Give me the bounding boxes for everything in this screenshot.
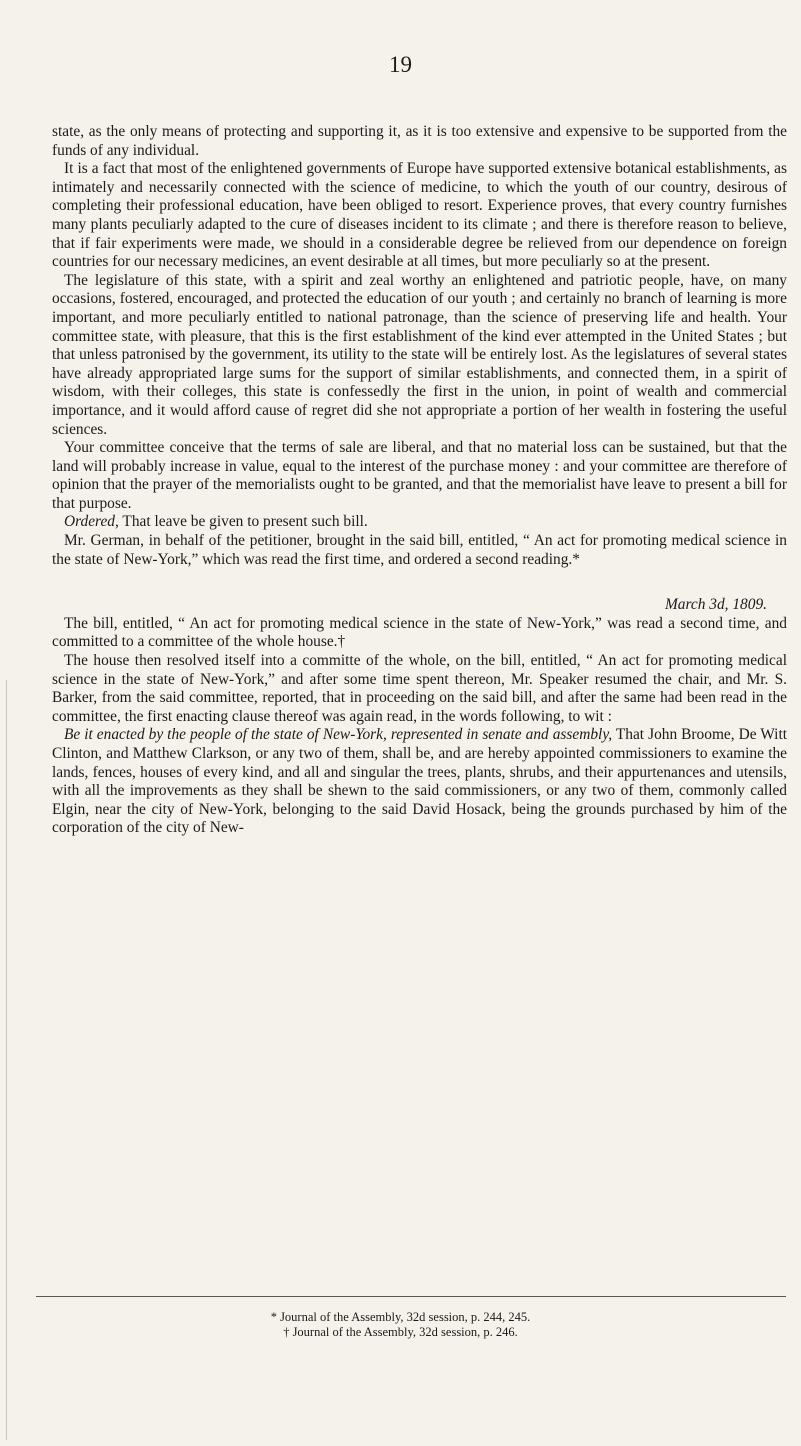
paragraph-2: It is a fact that most of the enlightened governments of Europe have supported extensive botanical establishments, as intimately and necessarily connected with the science of medicine, to which the youth of our country, desirous of completing their professional education, have been obliged to resort. Experience proves, that every country furnishes many plants peculiarly adapted to the cure of diseases incident to its climate ; and there is therefore reason to believe, that if fair experiments were made, we should in a considerable degree be relieved from our dependence on foreign countries for our necessary medicines, an event desirable at all times, but more peculiarly so at the present. bbox=[52, 160, 787, 271]
page-edge-shadow bbox=[0, 680, 7, 1440]
enacting-lead: Be it enacted by the people of the state of New-York, represented in senate and assembly, bbox=[64, 726, 613, 744]
ordered-label: Ordered, bbox=[64, 513, 119, 531]
footnote-2: † Journal of the Assembly, 32d session, p. 246. bbox=[283, 1325, 518, 1339]
ordered-paragraph bbox=[52, 513, 787, 532]
committee-paragraph: The house then resolved itself into a committe of the whole, on the bill, entitled, “ An act for promoting medical science in the state of New-York,” and after some time spent thereon, Mr. Speaker resumed the chair, and Mr. S. Barker, from the said committee, reported, that in proceeding on the said bill, and after the same had been read in the committee, the first enacting clause thereof was again read, in the words following, to wit : bbox=[52, 652, 787, 725]
ordered-text: That leave be given to present such bill. bbox=[118, 513, 368, 531]
footnote-rule bbox=[36, 1296, 786, 1297]
enacting-paragraph bbox=[52, 726, 787, 838]
paragraph-4: Your committee conceive that the terms of sale are liberal, and that no material loss can be sustained, but that the land will probably increase in value, equal to the interest of the purchase money : and your committee are therefore of opinion that the prayer of the memorialists ought to be granted, and that the memorialist have leave to present a bill for that purpose. bbox=[52, 439, 787, 512]
body-text bbox=[52, 123, 787, 838]
page-number: 19 bbox=[389, 52, 412, 77]
second-reading-paragraph: The bill, entitled, “ An act for promoting medical science in the state of New-York,” was read a second time, and committed to a committee of the whole house.† bbox=[52, 614, 787, 651]
enacting-text: That John Broome, De Witt Clinton, and Matthew Clarkson, or any two of them, shall be, and are hereby appointed commissioners to examine the lands, fences, houses of every kind, and all and singular the trees, plants, shrubs, and their appurtenances and utensils, with all the improvements as they shall be shewn to the said commissioners, or any two of them, commonly called Elgin, near the city of New-York, belonging to the said David Hosack, being the grounds purchased by him of the corporation of the city of New- bbox=[52, 726, 788, 837]
footnote-1: * Journal of the Assembly, 32d session, p. 244, 245. bbox=[270, 1310, 531, 1324]
paragraph-1: state, as the only means of protecting and supporting it, as it is too extensive and expensive to be supported from the funds of any individual. bbox=[52, 123, 787, 159]
footnotes bbox=[0, 1310, 801, 1340]
german-paragraph: Mr. German, in behalf of the petitioner, brought in the said bill, entitled, “ An act for promoting medical science in the state of New-York,” which was read the first time, and ordered a second reading.* bbox=[52, 532, 787, 568]
paragraph-3: The legislature of this state, with a spirit and zeal worthy an enlightened and patriotic people, have, on many occasions, fostered, encouraged, and protected the education of our youth ; and certainly no branch of learning is more important, and more peculiarly entitled to national patronage, than the science of preserving life and health. Your committee state, with pleasure, that this is the first establishment of the kind ever attempted in the United States ; but that unless patronised by the government, its utility to the state will be entirely lost. As the legislatures of several states have already appropriated large sums for the support of similar establishments, and connected them, in a spirit of wisdom, with their colleges, this state is confessedly the first in the union, in point of wealth and commercial importance, and it would afford cause of regret did she not appropriate a portion of her wealth in fostering the useful sciences. bbox=[52, 271, 787, 438]
date-line: March 3d, 1809. bbox=[664, 596, 767, 614]
